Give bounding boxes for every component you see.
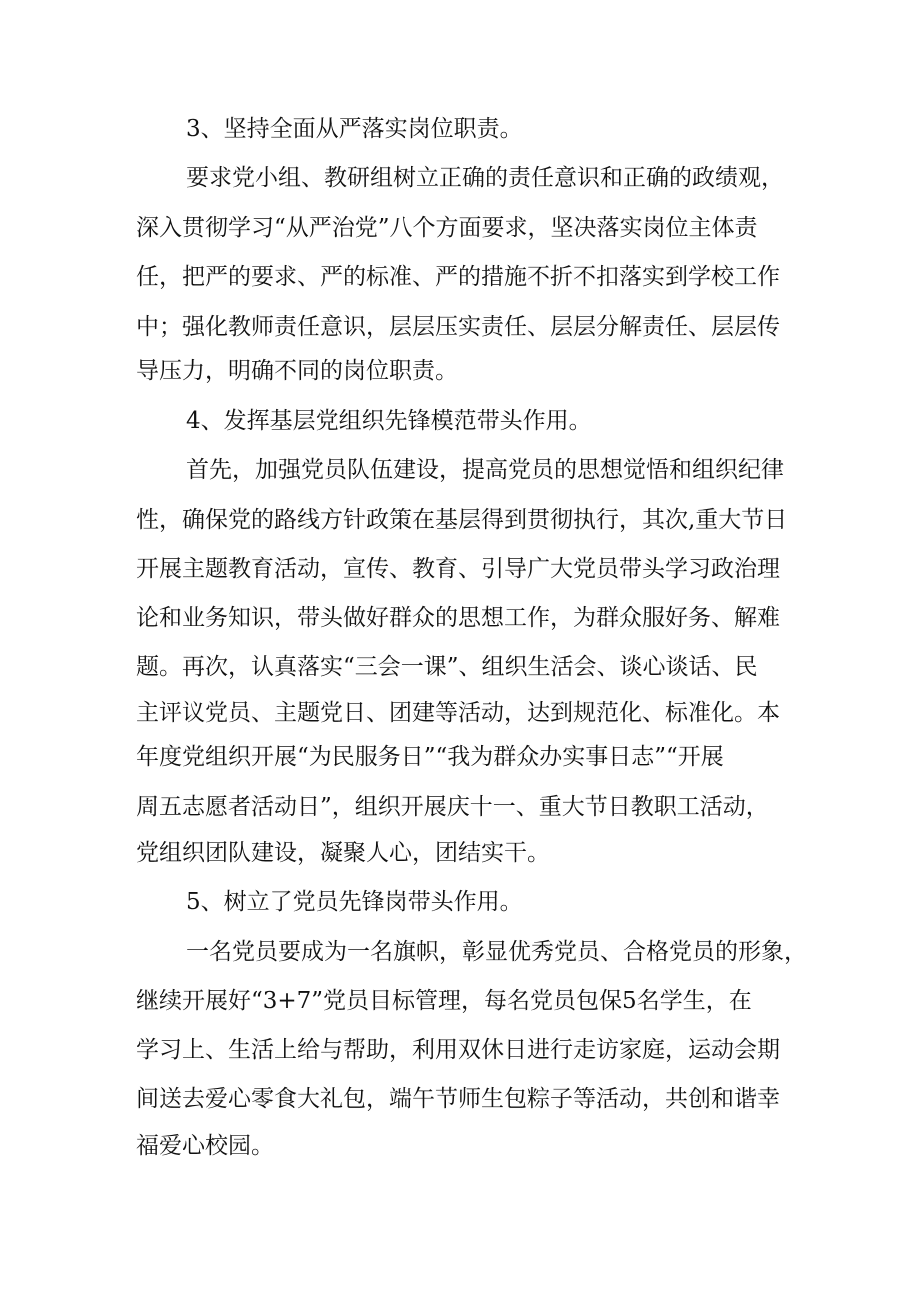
paragraph-line: 性，确保党的路线方针政策在基层得到贯彻执行，其次,重大节日 — [136, 507, 788, 533]
paragraph-line: 年度党组织开展“为民服务日”“我为群众办实事日志”“开展 — [136, 744, 724, 770]
paragraph-line: 论和业务知识，带头做好群众的思想工作，为群众服好务、解难 — [136, 605, 780, 631]
paragraph-line: 继续开展好“3+7”党员目标管理，每名党员包保5名学生，在 — [136, 988, 752, 1014]
paragraph-line: 开展主题教育活动，宣传、教育、引导广大党员带头学习政治理 — [136, 556, 780, 582]
paragraph-line: 周五志愿者活动日”，组织开展庆十一、重大节日教职工活动， — [136, 794, 769, 820]
paragraph-line: 主评议党员、主题党日、团建等活动，达到规范化、标准化。本 — [136, 700, 780, 726]
paragraph-line: 题。再次，认真落实“三会一课”、组织生活会、谈心谈话、民 — [136, 654, 758, 680]
paragraph-line: 要求党小组、教研组树立正确的责任意识和正确的政绩观， — [186, 165, 784, 191]
heading-3: 3、坚持全面从严落实岗位职责。 — [186, 116, 523, 142]
paragraph-line: 首先，加强党员队伍建设，提高党员的思想觉悟和组织纪律 — [186, 457, 784, 483]
paragraph-line: 深入贯彻学习“从严治党”八个方面要求，坚决落实岗位主体责 — [136, 215, 758, 241]
paragraph-line: 学习上、生活上给与帮助，利用双休日进行走访家庭，运动会期 — [136, 1037, 780, 1063]
paragraph-line: 间送去爱心零食大礼包，端午节师生包粽子等活动，共创和谐幸 — [136, 1086, 780, 1112]
heading-5: 5、树立了党员先锋岗带头作用。 — [186, 889, 523, 915]
paragraph-line: 党组织团队建设，凝聚人心，团结实干。 — [136, 840, 550, 866]
paragraph-line: 福爱心校园。 — [136, 1133, 274, 1159]
paragraph-line: 任，把严的要求、严的标准、严的措施不折不扣落实到学校工作 — [136, 264, 780, 290]
paragraph-line: 导压力，明确不同的岗位职责。 — [136, 358, 458, 384]
paragraph-line: 中；强化教师责任意识，层层压实责任、层层分解责任、层层传 — [136, 314, 780, 340]
paragraph-line: 一名党员要成为一名旗帜，彰显优秀党员、合格党员的形象， — [186, 939, 807, 965]
heading-4: 4、发挥基层党组织先锋模范带头作用。 — [186, 408, 592, 434]
